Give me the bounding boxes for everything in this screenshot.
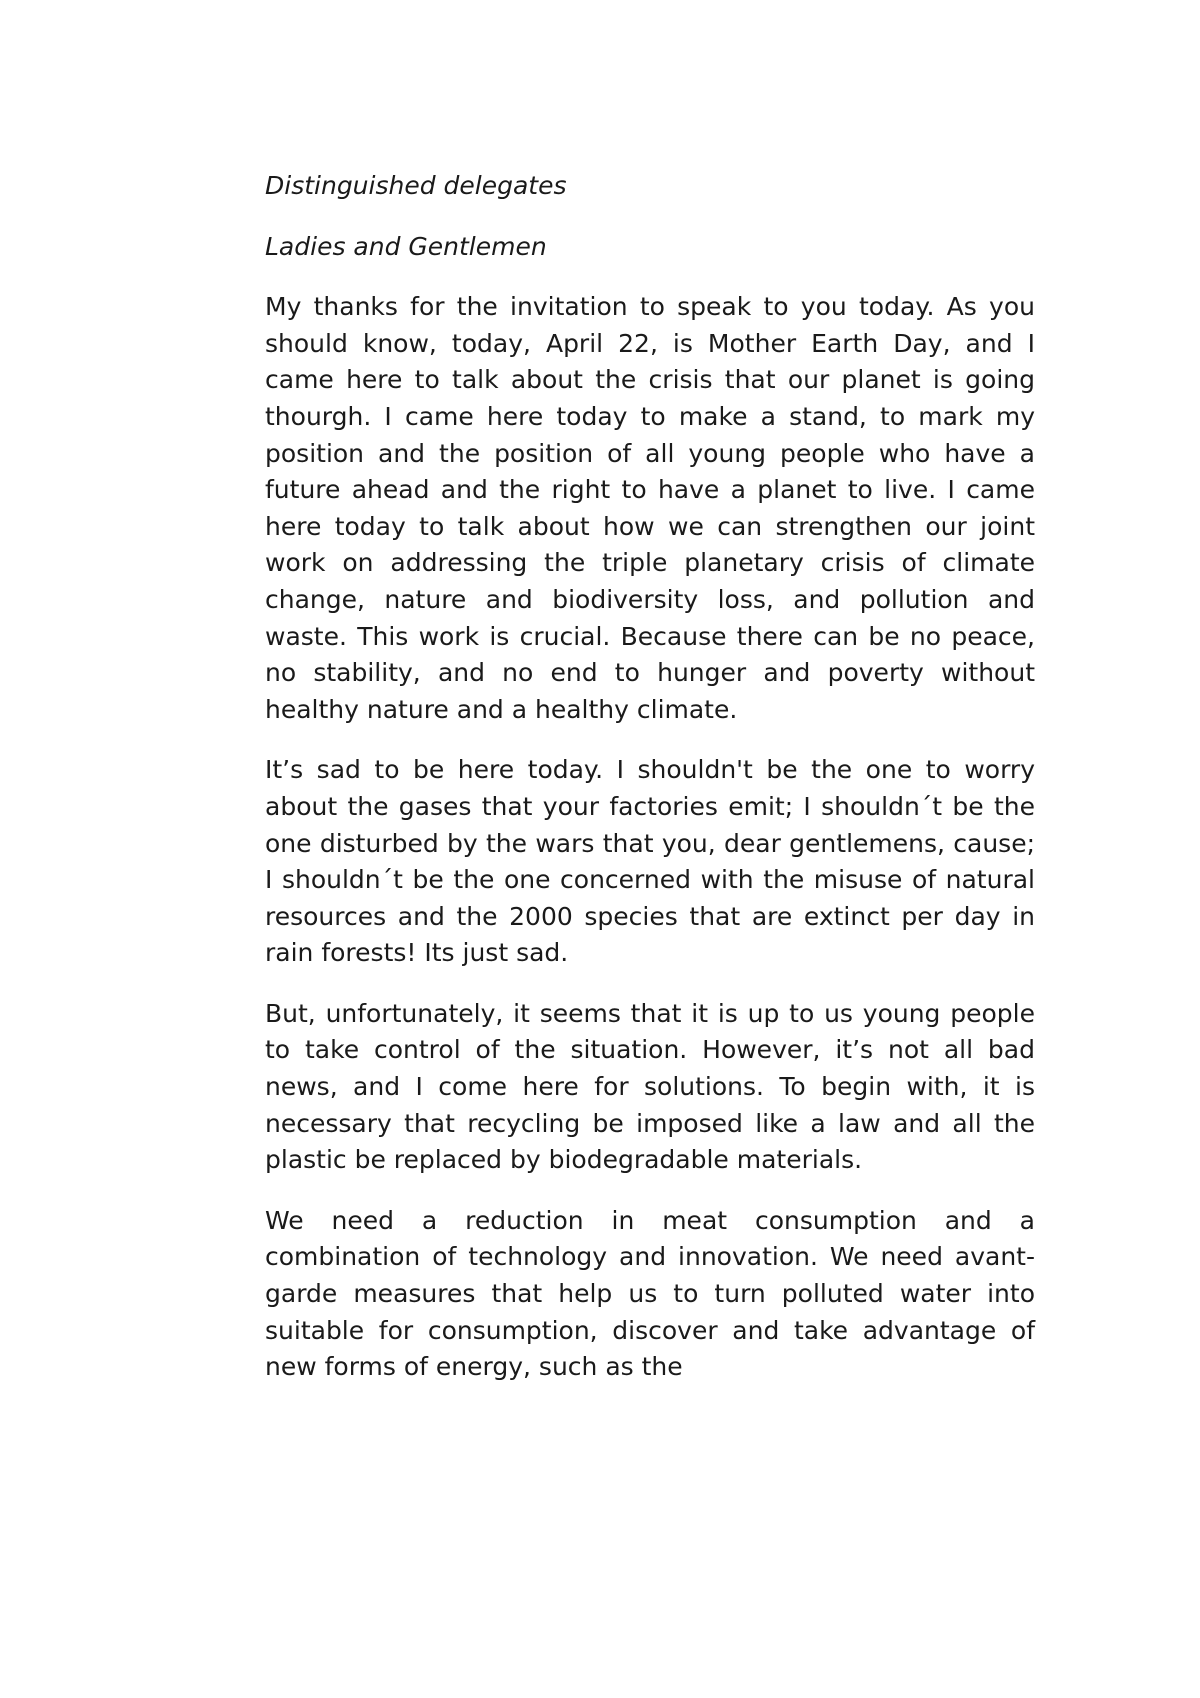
salutation-ladies-gentlemen: Ladies and Gentlemen [265, 231, 547, 261]
paragraph-solutions: But, unfortunately, it seems that it is up to us young people to take control of the situation. However, it’s not all bad news, and I come here for solutions. To begin with, it is necessary that recycling be imposed like a law and all the plastic be replaced by biodegradable materials. [265, 998, 1035, 1175]
paragraph-measures: We need a reduction in meat consumption and a combination of technology and innovation. We need avant-garde measures that help us to turn polluted water into suitable for consumption, discover and take advantage of new forms of energy, such as the [265, 1205, 1035, 1382]
salutation-delegates: Distinguished delegates [265, 171, 567, 200]
paragraph-introduction: My thanks for the invitation to speak to you today. As you should know, today, April 22, is Mother Earth Day, and I came here to talk about the crisis that our planet is going thourgh. I came here today to make a stand, to mark my position and the position of all young people who have a future ahead and the right to have a planet to live. I came here today to talk about how we can strengthen our joint work on addressing the triple planetary crisis of climate change, nature and biodiversity loss, and pollution and waste. This work is crucial. Because there can be no peace, no stability, and no end to hunger and poverty without healthy nature and a healthy climate. [265, 292, 1035, 724]
paragraph-sadness: It’s sad to be here today. I shouldn't be the one to worry about the gases that your factories emit; I shouldn´t be the one disturbed by the wars that you, dear gentlemens, cause; I shouldn´t be the one concerned with the misuse of natural resources and the 2000 species that are extinct per day in rain forests! Its just sad. [265, 755, 1035, 968]
speech-body [265, 168, 1035, 1410]
